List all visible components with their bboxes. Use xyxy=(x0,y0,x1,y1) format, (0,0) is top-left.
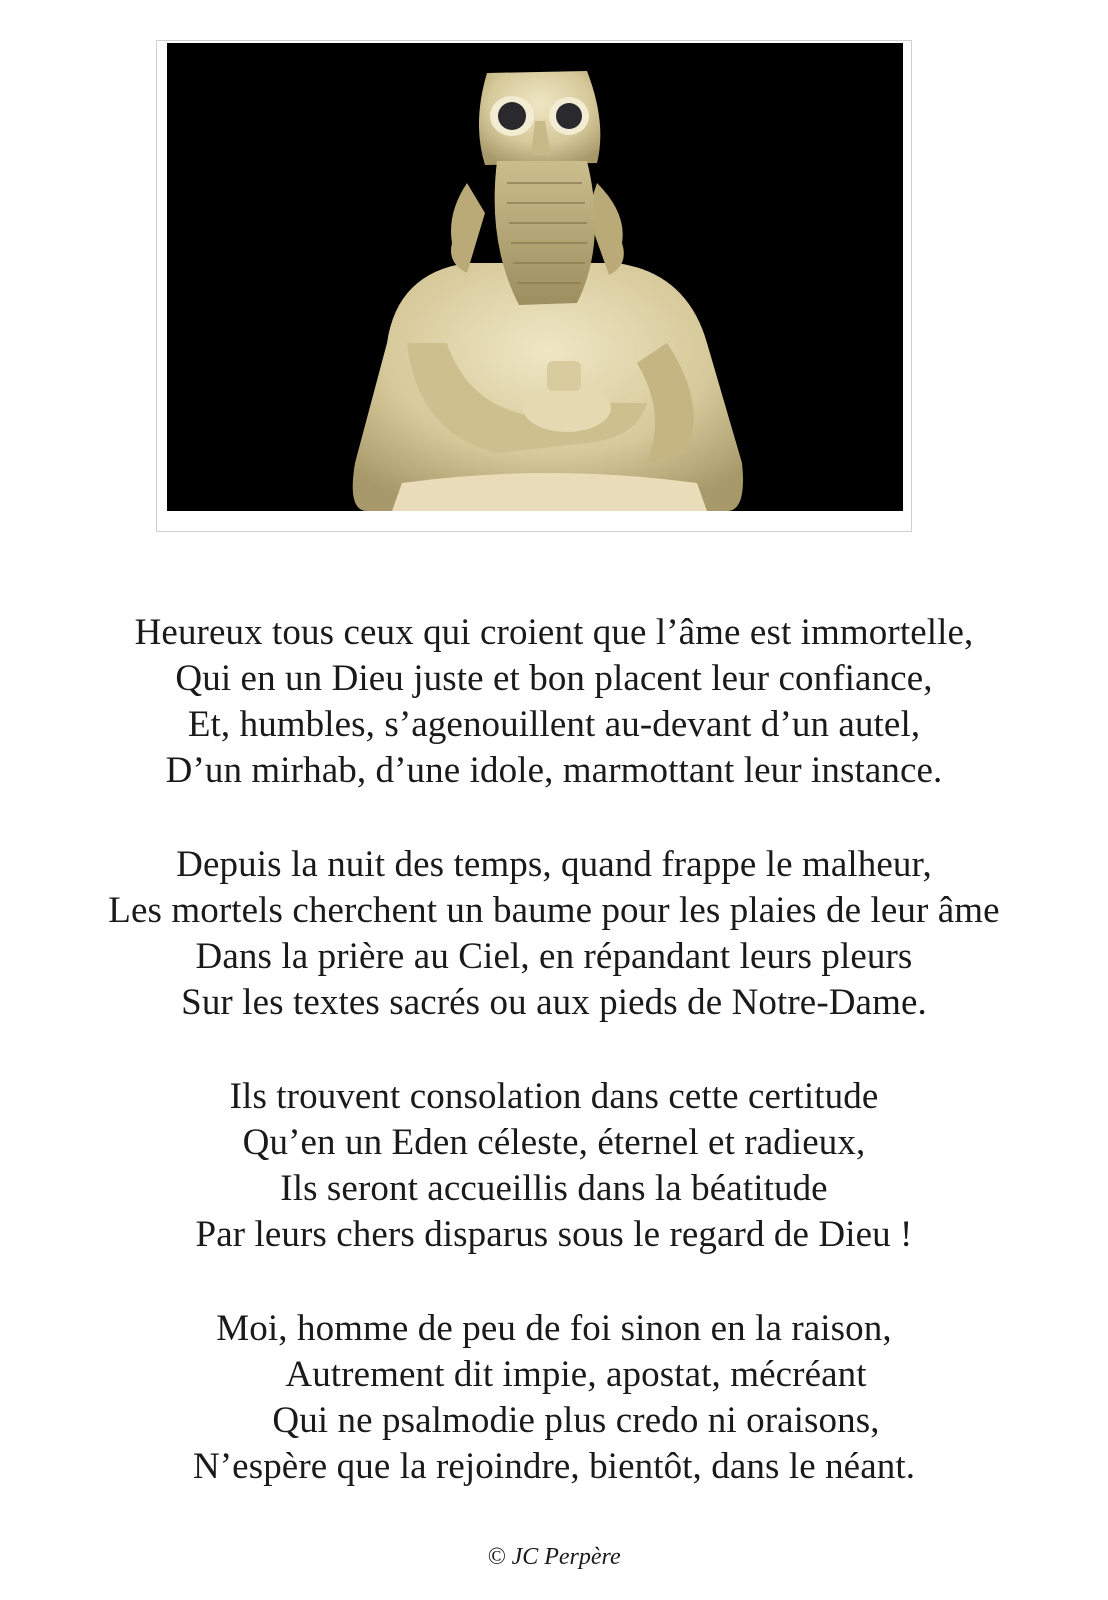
poem-line: Qui ne psalmodie plus credo ni oraisons, xyxy=(272,1400,880,1441)
poem-line: Ils trouvent consolation dans cette certitude xyxy=(229,1076,879,1117)
poem-line: Qu’en un Eden céleste, éternel et radieux, xyxy=(242,1122,866,1163)
poem-line: Qui en un Dieu juste et bon placent leur confiance, xyxy=(175,658,933,699)
stanza xyxy=(0,1306,1108,1490)
poem-line: Dans la prière au Ciel, en répandant leurs pleurs xyxy=(195,936,913,977)
poem xyxy=(0,610,1108,1538)
poem-line: Par leurs chers disparus sous le regard de Dieu ! xyxy=(195,1214,913,1255)
poem-line: Moi, homme de peu de foi sinon en la raison, xyxy=(216,1308,892,1349)
stanza xyxy=(0,610,1108,794)
stanza xyxy=(0,1074,1108,1258)
stanza xyxy=(0,842,1108,1026)
poem-line: Sur les textes sacrés ou aux pieds de Notre-Dame. xyxy=(181,982,927,1023)
poem-line: Ils seront accueillis dans la béatitude xyxy=(280,1168,828,1209)
poem-line: D’un mirhab, d’une idole, marmottant leur instance. xyxy=(165,750,943,791)
statue-photo xyxy=(167,43,903,511)
poem-line: Les mortels cherchent un baume pour les plaies de leur âme xyxy=(108,890,1000,931)
copyright-notice: © JC Perpère xyxy=(487,1544,621,1570)
poem-line: Autrement dit impie, apostat, mécréant xyxy=(285,1354,867,1395)
poem-line: Depuis la nuit des temps, quand frappe le malheur, xyxy=(176,844,932,885)
photo-frame xyxy=(156,40,912,532)
poem-line: Et, humbles, s’agenouillent au-devant d’un autel, xyxy=(187,704,921,745)
poem-line: N’espère que la rejoindre, bientôt, dans le néant. xyxy=(192,1446,916,1487)
poem-line: Heureux tous ceux qui croient que l’âme est immortelle, xyxy=(134,612,974,653)
sumerian-statue-image xyxy=(167,43,903,511)
